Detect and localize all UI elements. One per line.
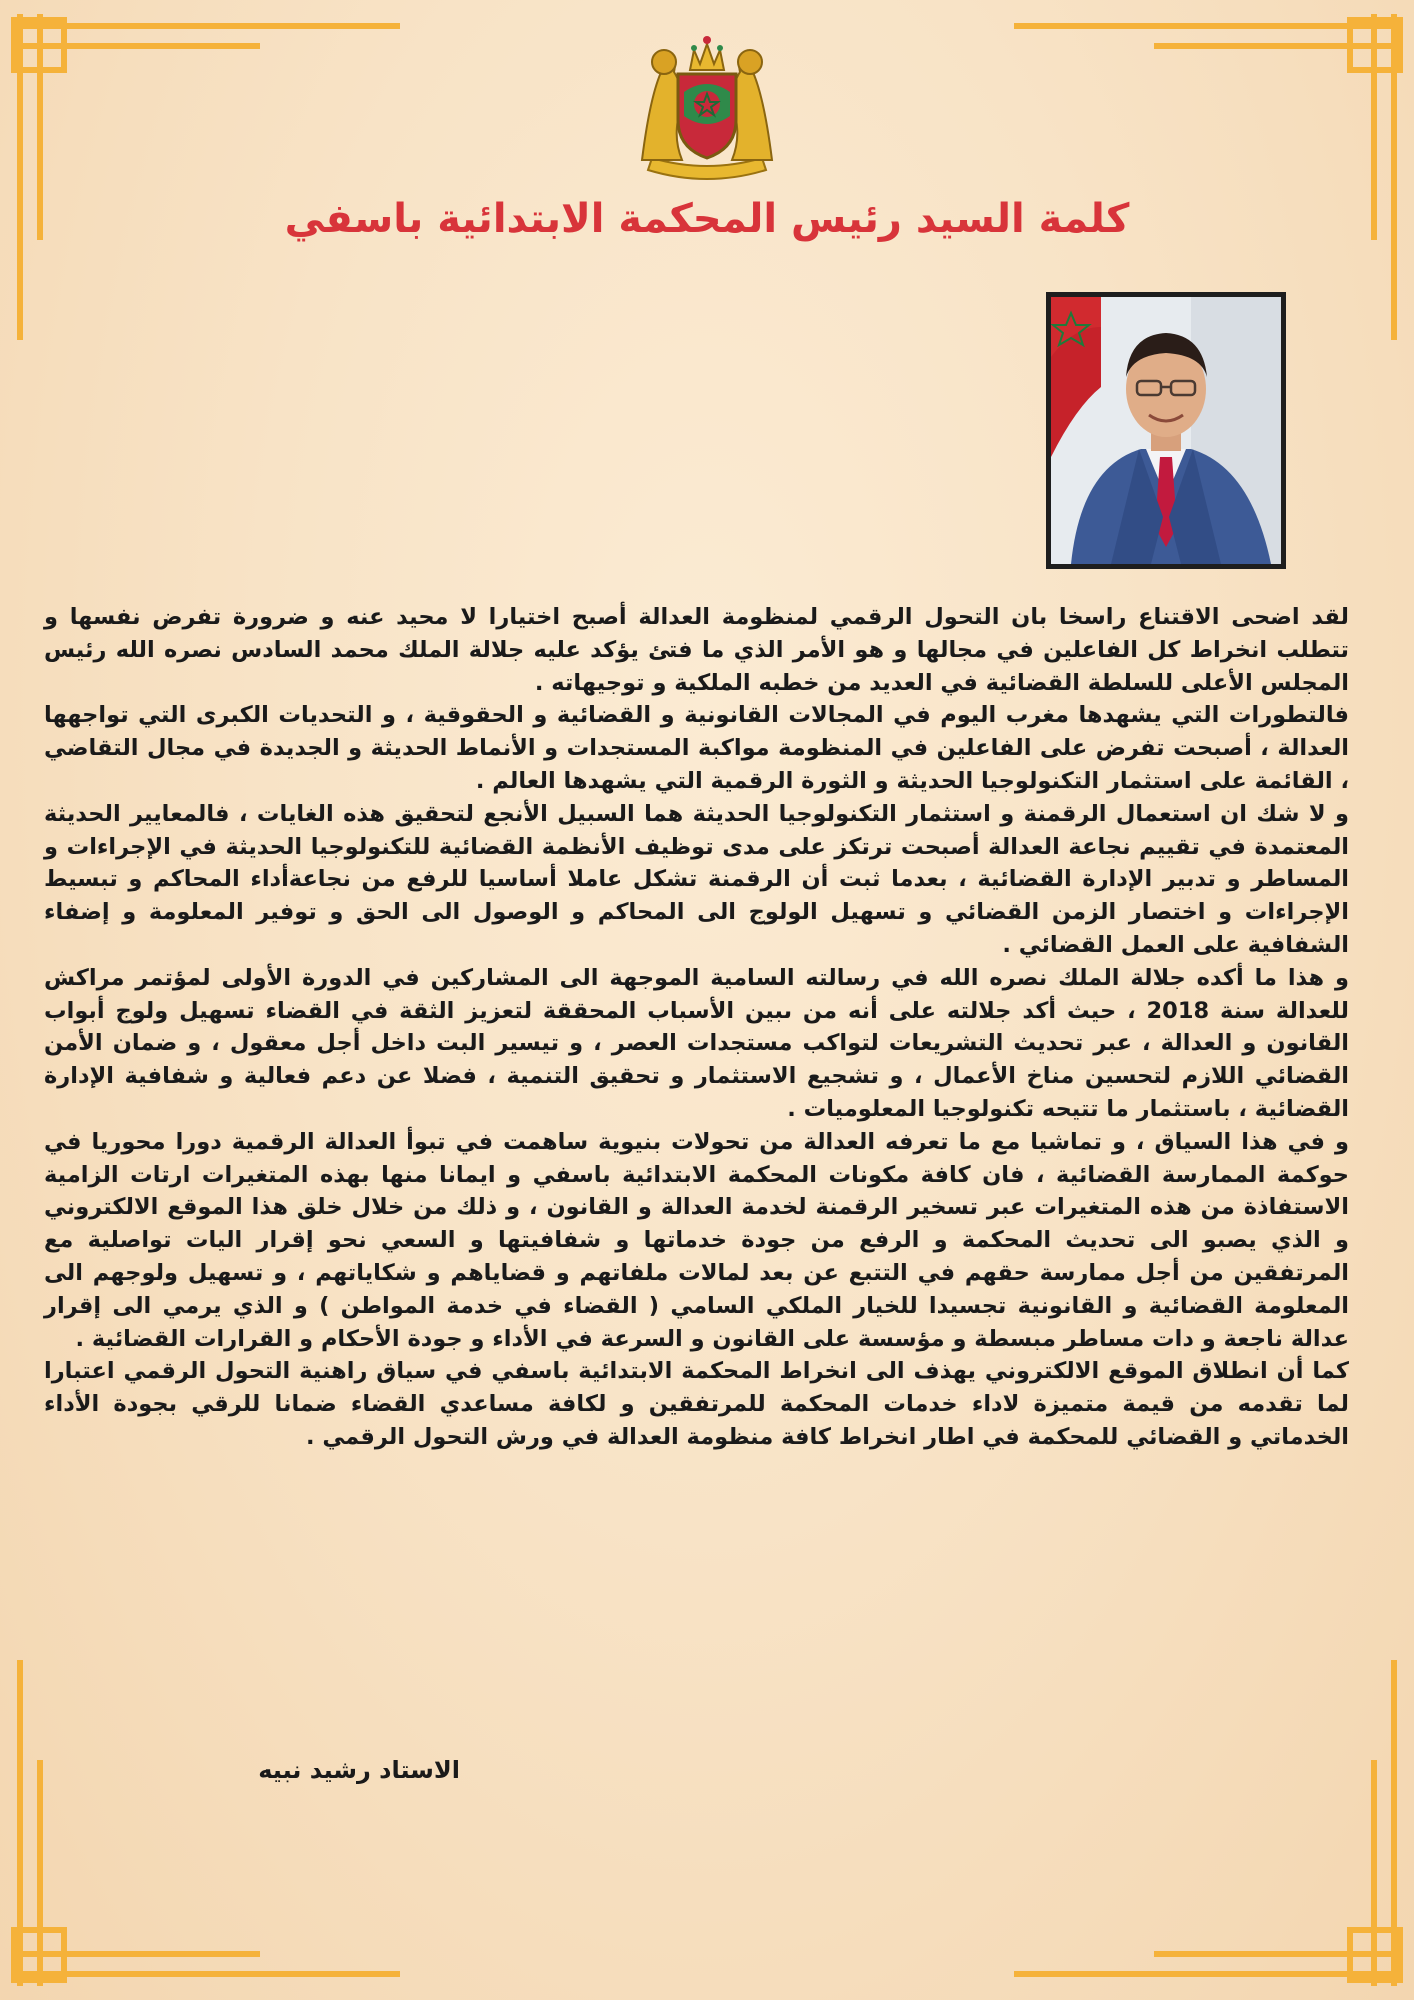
royal-coat-of-arms-icon — [628, 20, 786, 184]
page-title: كلمة السيد رئيس المحكمة الابتدائية باسفي — [284, 196, 1130, 242]
speech-body — [44, 601, 1349, 1454]
signature: الاستاد رشيد نبيه — [258, 1756, 460, 1784]
speech-paragraph: و في هذا السياق ، و تماشيا مع ما تعرفه العدالة من تحولات بنيوية ساهمت في تبوأ العدالة الرقمية دورا محوريا في حوكمة الممارسة القضائية ، فان كافة مكونات المحكمة الابتدائية باسفي و ايمانا منها بهذه المتغيرات ارتات الزامية الاستفاذة من هذه المتغيرات عبر تسخير الرقمنة لخدمة العدالة و القانون ، و ذلك من خلال خلق هذا الموقع الالكتروني و الذي يصبو الى تحديث المحكمة و الرفع من جودة خدماتها و شفافيتها و السعي نحو إقرار اليات تواصلية مع المرتفقين من أجل ممارسة حقهم في التتبع عن بعد لمالات ملفاتهم و قضاياهم و شكاياتهم ، و تسهيل ولوجهم الى المعلومة القضائية و القانونية تجسيدا للخيار الملكي السامي ( القضاء في خدمة المواطن ) و الذي يرمي الى إقرار عدالة ناجعة و دات مساطر مبسطة و مؤسسة على القانون و السرعة في الأداء و جودة الأحكام و القرارات القضائية . — [44, 1128, 1349, 1352]
speech-paragraph: و لا شك ان استعمال الرقمنة و استثمار التكنولوجيا الحديثة هما السبيل الأنجع لتحقيق هذه الغايات ، فالمعايير الحديثة المعتمدة في تقييم نجاعة العدالة أصبحت ترتكز على مدى توظيف الأنظمة القضائية للتكنولوجيا الحديثة في الإجراءات و المساطر و تدبير الإدارة القضائية ، بعدما ثبت أن الرقمنة تشكل عاملا أساسيا للرفع من نجاعةأداء المحاكم و تبسيط الإجراءات و اختصار الزمن القضائي و تسهيل الولوج الى المحاكم و الوصول الى الحق و توفير المعلومة و إضفاء الشفافية على العمل القضائي . — [44, 800, 1349, 958]
speech-paragraph: كما أن انطلاق الموقع الالكتروني يهذف الى انخراط المحكمة الابتدائية باسفي في سياق راهنية التحول الرقمي اعتبارا لما تقدمه من قيمة متميزة لاداء خدمات المحكمة للمرتفقين و لكافة مساعدي القضاء ضمانا للرقي بجودة الأداء الخدماتي و القضائي للمحكمة في اطار انخراط كافة منظومة العدالة في ورش التحول الرقمي . — [44, 1358, 1349, 1450]
speech-paragraph: لقد اضحى الاقتناع راسخا بان التحول الرقمي لمنظومة العدالة أصبح اختيارا لا محيد عنه و ضرورة تفرض نفسها و تتطلب انخراط كل الفاعلين في مجالها و هو الأمر الذي ما فتئ يؤكد عليه جلالة الملك محمد السادس نصره الله رئيس المجلس الأعلى للسلطة القضائية في العديد من خطبه الملكية و توجيهاته . — [44, 604, 1349, 696]
speech-paragraph: و هذا ما أكده جلالة الملك نصره الله في رسالته السامية الموجهة الى المشاركين في الدورة الأولى لمؤتمر مراكش للعدالة سنة 2018 ، حيث أكد جلالته على أنه من ىبين الأسباب المحققة لتعزيز الثقة في القضاء تسهيل ولوج أبواب القانون و العدالة ، عبر تحديث التشريعات لتواكب مستجدات العصر ، و تيسير البت داخل أجل معقول ، و ضمان الأمن القضائي اللازم لتحسين مناخ الأعمال ، و تشجيع الاستثمار و تحقيق التنمية ، فضلا عن دعم فعالية و شفافية الإدارة القضائية ، باستثمار ما تتيحه تكنولوجيا المعلوميات . — [44, 964, 1349, 1122]
president-portrait — [1046, 292, 1286, 569]
speech-paragraph: فالتطورات التي يشهدها مغرب اليوم في المجالات القانونية و القضائية و الحقوقية ، و التحديات الكبرى التي تواجهها العدالة ، أصبحت تفرض على الفاعلين في المنظومة مواكبة المستجدات و الأنماط الحديثة و الجديدة في مجال التقاضي ، القائمة على استثمار التكنولوجيا الحديثة و الثورة الرقمية التي يشهدها العالم . — [44, 702, 1349, 794]
president-portrait-photo — [1051, 297, 1281, 564]
